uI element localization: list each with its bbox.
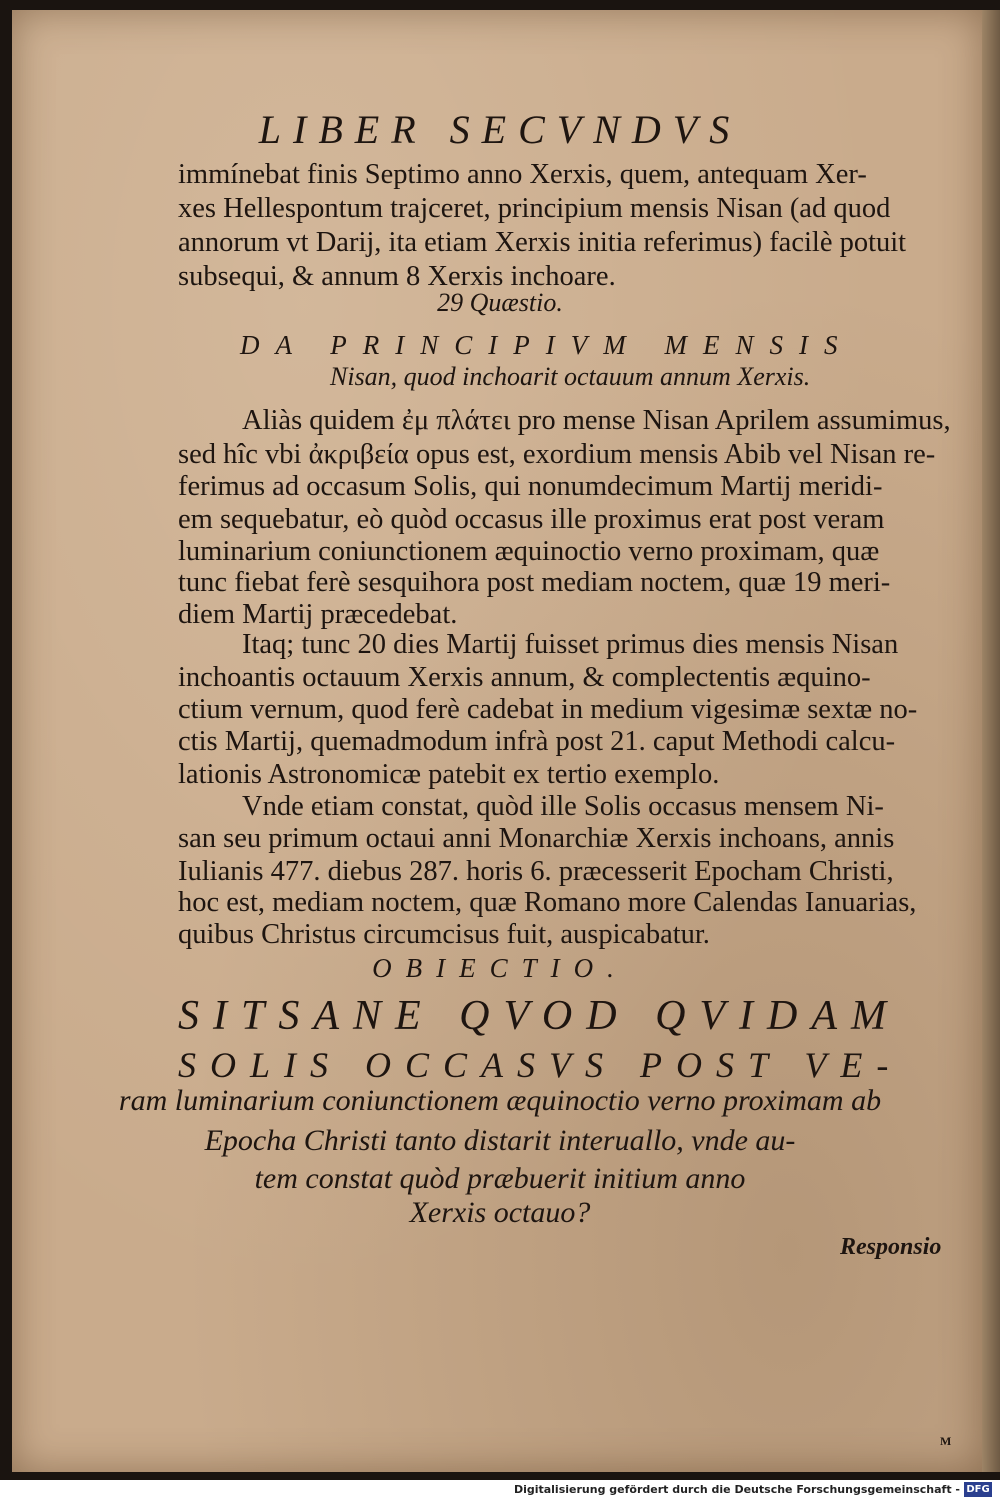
question-title: DA PRINCIPIVM MENSIS — [240, 330, 854, 360]
text-line: Aliàs quidem ἐμ πλάτει pro mense Nisan Aprilem assumimus, — [242, 405, 951, 436]
objectio-italic-line: Xerxis octauo? — [409, 1196, 591, 1229]
text-line: ctis Martij, quemadmodum infrà post 21. caput Methodi calcu- — [178, 726, 896, 757]
objectio-caps-line: SITSANE QVOD QVIDAM — [178, 993, 901, 1039]
objectio-italic-line: tem constat quòd præbuerit initium anno — [254, 1162, 746, 1195]
page-edge — [982, 10, 1000, 1472]
objectio-heading: OBIECTIO. — [372, 953, 628, 983]
objectio-italic-line: ram luminarium coniunctionem æquinoctio verno proximam ab — [118, 1084, 882, 1117]
text-line: Vnde etiam constat, quòd ille Solis occasus mensem Ni- — [242, 791, 884, 822]
text-line: ctium vernum, quod ferè cadebat in medium vigesimæ sextæ no- — [178, 694, 918, 725]
text-line: immínebat finis Septimo anno Xerxis, quem, antequam Xer- — [178, 159, 867, 190]
text-line: annorum vt Darij, ita etiam Xerxis initia referimus) facilè potuit — [178, 227, 907, 258]
text-line: Iulianis 477. diebus 287. horis 6. præcesserit Epocham Christi, — [178, 856, 894, 887]
footer-bar — [0, 1480, 1000, 1501]
text-line: lationis Astronomicæ patebit ex tertio exemplo. — [178, 759, 720, 790]
question-subtitle: Nisan, quod inchoarit octauum annum Xerxis. — [330, 362, 811, 391]
running-head: LIBER SECVNDVS — [258, 107, 742, 152]
text-line: inchoantis octauum Xerxis annum, & complectentis æquino- — [178, 662, 871, 693]
text-line: xes Hellespontum trajceret, principium mensis Nisan (ad quod — [178, 193, 891, 224]
question-number: 29 Quæstio. — [437, 288, 563, 317]
text-line: Itaq; tunc 20 dies Martij fuisset primus dies mensis Nisan — [242, 629, 899, 660]
catchword: Responsio — [840, 1234, 942, 1260]
text-line: ferimus ad occasum Solis, qui nonumdecimum Martij meridi- — [178, 471, 883, 502]
text-line: diem Martij præcedebat. — [178, 599, 458, 630]
objectio-caps-line: SOLIS OCCASVS POST VE- — [178, 1045, 903, 1085]
footer-credit: Digitalisierung gefördert durch die Deutsche Forschungsgemeinschaft - — [513, 1483, 960, 1496]
text-line: subsequi, & annum 8 Xerxis inchoare. — [178, 261, 616, 292]
signature-mark: M — [940, 1434, 952, 1448]
text-line: luminarium coniunctionem æquinoctio verno proximam, quæ — [178, 536, 880, 567]
text-line: san seu primum octaui anni Monarchiæ Xerxis inchoans, annis — [178, 823, 895, 854]
text-line: em sequebatur, eò quòd occasus ille proximus erat post veram — [178, 504, 885, 535]
text-line: tunc fiebat ferè sesquihora post mediam noctem, quæ 19 meri- — [178, 567, 891, 598]
objectio-italic-line: Epocha Christi tanto distarit interuallo, vnde au- — [204, 1124, 796, 1157]
text-line: hoc est, mediam noctem, quæ Romano more Calendas Ianuarias, — [178, 887, 917, 918]
text-line: quibus Christus circumcisus fuit, auspicabatur. — [178, 919, 710, 950]
dfg-logo: DFG — [964, 1482, 992, 1497]
text-line: sed hîc vbi ἀκριβεία opus est, exordium mensis Abib vel Nisan re- — [178, 439, 936, 470]
